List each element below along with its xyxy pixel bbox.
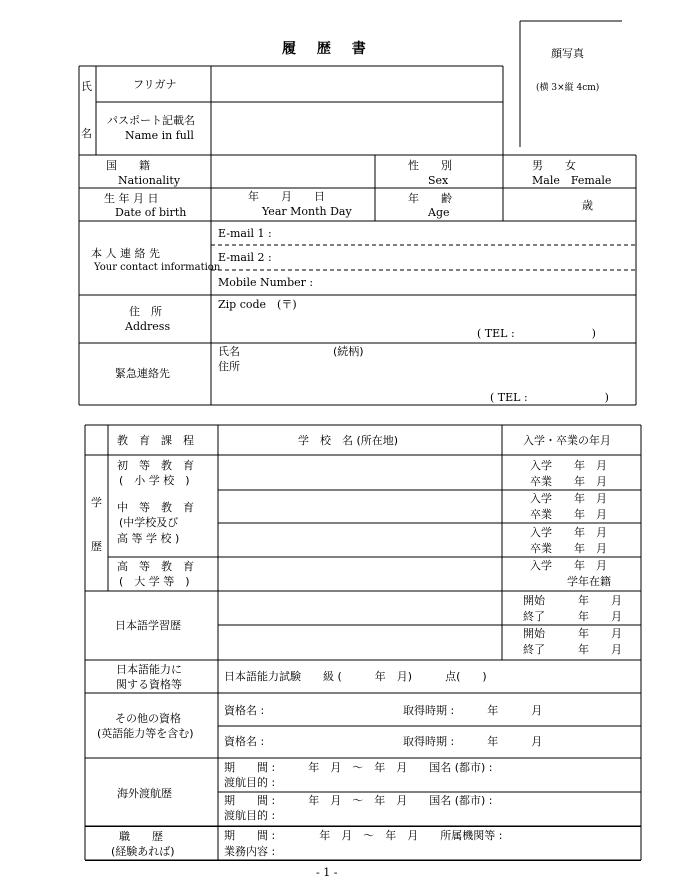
graduate-date-3[interactable]: 卒業 年 月 bbox=[530, 542, 607, 555]
name-side-1: 氏 bbox=[81, 80, 92, 93]
passport-name-field[interactable] bbox=[212, 103, 502, 154]
header-course: 教 育 課 程 bbox=[117, 434, 194, 447]
qual-name-2[interactable]: 資格名 : bbox=[224, 735, 265, 748]
photo-label: 顔写真 bbox=[551, 47, 584, 60]
japanese-history-label: 日本語学習歴 bbox=[115, 619, 181, 632]
sex-options-en: Male Female bbox=[532, 174, 612, 187]
nationality-en: Nationality bbox=[118, 174, 181, 187]
graduate-date-1[interactable]: 卒業 年 月 bbox=[530, 475, 607, 488]
page-title: 履 歴 書 bbox=[282, 41, 374, 57]
photo-size: (横 3×縦 4cm) bbox=[536, 83, 600, 93]
emergency-label: 緊急連絡先 bbox=[115, 367, 170, 380]
dob-jp: 生 年 月 日 bbox=[104, 192, 159, 205]
dob-en: Date of birth bbox=[115, 206, 187, 219]
course-elementary-2: ( 小 学 校 ) bbox=[119, 474, 190, 487]
jlpt-field[interactable]: 日本語能力試験 級 ( 年 月) 点( ) bbox=[224, 670, 487, 683]
work-label-1: 職 歴 bbox=[119, 830, 163, 843]
contact-en: Your contact information bbox=[94, 262, 221, 273]
other-qual-label-1: その他の資格 bbox=[115, 712, 181, 725]
other-qual-label-2: (英語能力等を含む) bbox=[97, 727, 194, 740]
contact-jp: 本 人 連 絡 先 bbox=[91, 247, 160, 260]
enroll-date-4[interactable]: 入学 年 月 bbox=[530, 559, 607, 572]
enroll-date-3[interactable]: 入学 年 月 bbox=[530, 526, 607, 539]
school-secondary-field-2[interactable] bbox=[219, 524, 501, 556]
emergency-relation[interactable]: (続柄) bbox=[333, 345, 364, 358]
course-higher-1: 高 等 教 育 bbox=[117, 560, 194, 573]
course-secondary-1: 中 等 教 育 bbox=[117, 501, 194, 514]
japanese-history-field-1[interactable] bbox=[219, 592, 501, 624]
emergency-name[interactable]: 氏名 bbox=[218, 345, 240, 358]
education-side-1: 学 bbox=[91, 496, 102, 509]
japanese-end-2[interactable]: 終了 年 月 bbox=[523, 643, 622, 656]
nationality-jp: 国 籍 bbox=[106, 159, 150, 172]
email1-label[interactable]: E-mail 1 : bbox=[218, 227, 272, 240]
course-higher-2: ( 大 学 等 ) bbox=[119, 575, 190, 588]
qual-date-1[interactable]: 取得時期 : 年 月 bbox=[403, 704, 543, 717]
course-elementary-1: 初 等 教 育 bbox=[117, 459, 194, 472]
furigana-field[interactable] bbox=[212, 67, 502, 101]
school-higher-field[interactable] bbox=[219, 558, 501, 590]
course-secondary-3: 高 等 学 校 ) bbox=[117, 532, 180, 545]
emergency-address[interactable]: 住所 bbox=[218, 360, 240, 373]
graduate-date-2[interactable]: 卒業 年 月 bbox=[530, 508, 607, 521]
passport-name-en: Name in full bbox=[125, 129, 194, 142]
furigana-label: フリガナ bbox=[133, 78, 177, 91]
overseas-purpose-2[interactable]: 渡航目的 : bbox=[224, 809, 276, 822]
header-dates: 入学・卒業の年月 bbox=[523, 434, 611, 447]
education-side-2: 歴 bbox=[91, 540, 102, 553]
enroll-date-1[interactable]: 入学 年 月 bbox=[530, 459, 607, 472]
nationality-field[interactable] bbox=[212, 156, 374, 187]
enroll-date-2[interactable]: 入学 年 月 bbox=[530, 492, 607, 505]
japanese-history-field-2[interactable] bbox=[219, 626, 501, 659]
dob-fields-jp[interactable]: 年 月 日 bbox=[248, 190, 325, 203]
course-secondary-2: (中学校及び bbox=[119, 516, 179, 529]
dob-fields-en: Year Month Day bbox=[262, 205, 352, 218]
passport-name-jp: パスポート記載名 bbox=[107, 114, 195, 127]
japanese-qual-label-1: 日本語能力に bbox=[116, 663, 182, 676]
email2-label[interactable]: E-mail 2 : bbox=[218, 251, 272, 264]
japanese-start-1[interactable]: 開始 年 月 bbox=[523, 594, 622, 607]
address-tel[interactable]: ( TEL : ) bbox=[477, 327, 596, 340]
japanese-qual-label-2: 関する資格等 bbox=[116, 678, 182, 691]
work-duties[interactable]: 業務内容 : bbox=[224, 845, 276, 858]
school-elementary-field[interactable] bbox=[219, 456, 501, 489]
japanese-start-2[interactable]: 開始 年 月 bbox=[523, 627, 622, 640]
sex-en: Sex bbox=[428, 174, 449, 187]
qual-date-2[interactable]: 取得時期 : 年 月 bbox=[403, 735, 543, 748]
header-school: 学 校 名 (所在地) bbox=[298, 434, 399, 447]
zip-label[interactable]: Zip code (〒) bbox=[218, 298, 297, 311]
work-period[interactable]: 期 間 : 年 月 ～ 年 月 所属機関等 : bbox=[224, 829, 503, 842]
age-jp: 年 齢 bbox=[408, 192, 452, 205]
overseas-period-1[interactable]: 期 間 : 年 月 ～ 年 月 国名 (都市) : bbox=[224, 761, 493, 774]
address-jp: 住 所 bbox=[129, 305, 162, 318]
overseas-period-2[interactable]: 期 間 : 年 月 ～ 年 月 国名 (都市) : bbox=[224, 794, 493, 807]
page-number: - 1 - bbox=[316, 866, 338, 879]
sex-jp: 性 別 bbox=[408, 159, 452, 172]
japanese-end-1[interactable]: 終了 年 月 bbox=[523, 610, 622, 623]
school-secondary-field-1[interactable] bbox=[219, 491, 501, 522]
enrolled-now[interactable]: 学年在籍 bbox=[567, 575, 611, 588]
age-unit: 歳 bbox=[582, 199, 593, 212]
emergency-tel[interactable]: ( TEL : ) bbox=[490, 391, 609, 404]
age-en: Age bbox=[428, 206, 450, 219]
mobile-label[interactable]: Mobile Number : bbox=[218, 276, 314, 289]
overseas-label: 海外渡航歴 bbox=[117, 787, 172, 800]
overseas-purpose-1[interactable]: 渡航目的 : bbox=[224, 776, 276, 789]
work-label-2: (経験あれば) bbox=[111, 845, 175, 858]
name-side-2: 名 bbox=[81, 127, 92, 140]
sex-options-jp[interactable]: 男 女 bbox=[532, 159, 576, 172]
qual-name-1[interactable]: 資格名 : bbox=[224, 704, 265, 717]
address-en: Address bbox=[125, 320, 171, 333]
